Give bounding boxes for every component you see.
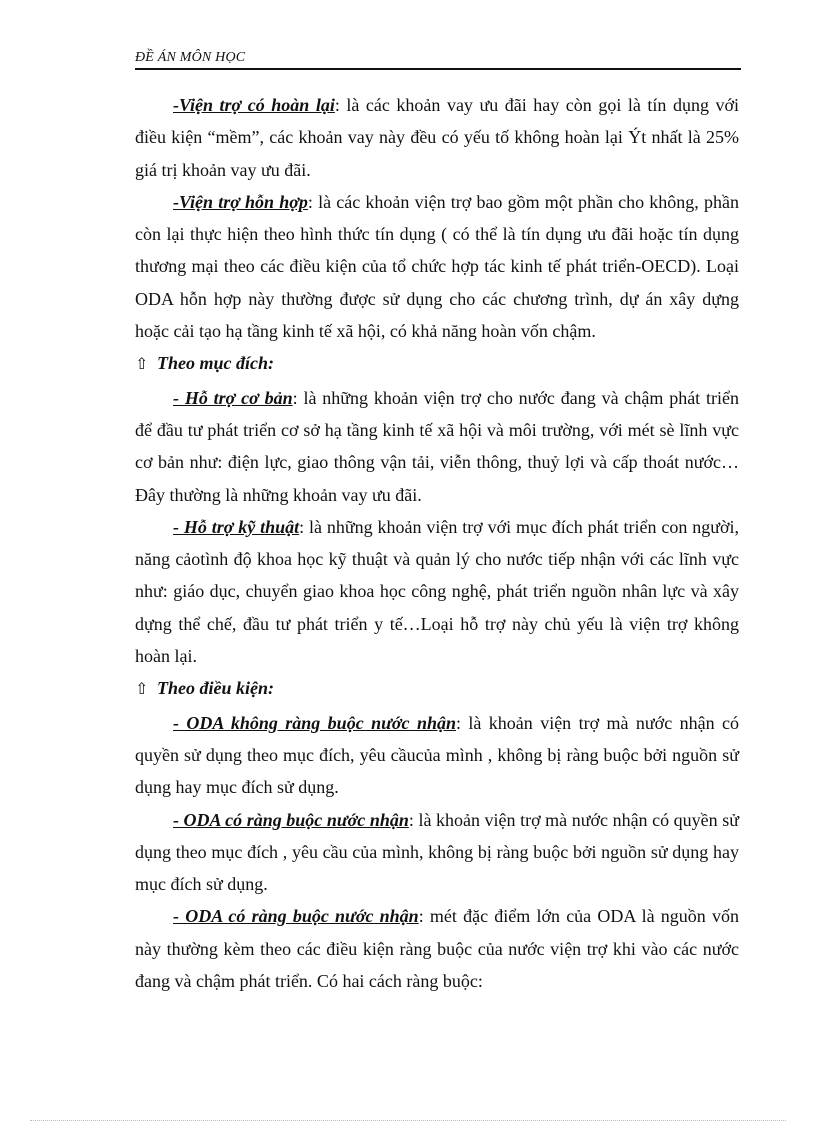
document-body	[135, 89, 739, 997]
up-arrow-icon: ⇧	[135, 356, 149, 374]
paragraph-text: : là khoản viện trợ mà nước nhận có quyền sử dụng theo mục đích, yêu cầucủa mình , không bị ràng buộc bởi nguồn sử dụng hay mục đích sử dụng.	[135, 712, 739, 798]
paragraph-text: : là những khoản viện trợ cho nước đang và chậm phát triển để đầu tư phát triển cơ sở hạ tầng kinh tế xã hội và môi trường, với mét sè lĩnh vực cơ bản như: điện lực, giao thông vận tải, viễn thông, thuỷ lợi và cấp thoát nước…Đây thường là những khoản vay ưu đãi.	[135, 387, 739, 505]
term-vien-tro-hon-hop: -Viện trợ hỗn hợp	[173, 191, 308, 212]
paragraph-text: : là các khoản vay ưu đãi hay còn gọi là tín dụng với điều kiện “mềm”, các khoản vay này đều có yếu tố không hoàn lại Ýt nhất là 25% giá trị khoản vay ưu đãi.	[135, 95, 739, 180]
paragraph-oda-khong-rang-buoc	[135, 707, 739, 804]
header-divider	[135, 68, 741, 70]
paragraph-text: : là những khoản viện trợ với mục đích phát triển con người, năng cảotình độ khoa học kỹ thuật và quản lý cho nước tiếp nhận với các lĩnh vực như: giáo dục, chuyển giao khoa học công nghệ, phát triển nguồn nhân lực và xây dựng thể chế, đầu tư phát triển y tế…Loại hỗ trợ này chủ yếu là viện trợ không hoàn lại.	[135, 516, 739, 667]
paragraph-vien-tro-co-hoan-lai	[135, 89, 739, 186]
section-heading-label: Theo điều kiện:	[157, 678, 274, 699]
paragraph-oda-co-rang-buoc-2	[135, 900, 739, 997]
paragraph-ho-tro-co-ban	[135, 382, 739, 511]
paragraph-ho-tro-ky-thuat	[135, 511, 739, 672]
page-header	[135, 48, 741, 70]
term-vien-tro-co-hoan-lai: -Viện trợ có hoàn lại	[173, 95, 335, 115]
paragraph-oda-co-rang-buoc-1	[135, 804, 739, 901]
term-oda-co-rang-buoc: - ODA có ràng buộc nước nhận	[173, 906, 419, 927]
section-heading-label: Theo mục đích:	[157, 353, 274, 374]
paragraph-text: : là khoản viện trợ mà nước nhận có quyền sử dụng theo mục đích , yêu cầu của mình, không bị ràng buộc bởi nguồn sử dụng hay mục đích sử dụng.	[135, 809, 739, 895]
paragraph-vien-tro-hon-hop	[135, 186, 739, 347]
term-ho-tro-ky-thuat: - Hỗ trợ kỹ thuật	[173, 516, 300, 537]
term-oda-khong-rang-buoc: - ODA không ràng buộc nước nhận	[173, 712, 456, 733]
section-heading-theo-muc-dich	[135, 347, 739, 381]
header-title: ĐỀ ÁN MÔN HỌC	[135, 50, 246, 65]
paragraph-text: : mét đặc điểm lớn của ODA là nguồn vốn này thường kèm theo các điều kiện ràng buộc của nước viện trợ khi vào các nước đang và chậm phát triển. Có hai cách ràng buộc:	[135, 906, 739, 992]
term-ho-tro-co-ban: - Hỗ trợ cơ bản	[173, 387, 293, 408]
section-heading-theo-dieu-kien	[135, 672, 739, 706]
page-bottom-divider	[30, 1120, 786, 1121]
paragraph-text: : là các khoản viện trợ bao gồm một phần cho không, phần còn lại thực hiện theo hình thức tín dụng ( có thể là tín dụng ưu đãi hoặc tín dụng thương mại theo các điều kiện của tổ chức hợp tác kinh tế phát triển-OECD). Loại ODA hỗn hợp này thường được sử dụng cho các chương trình, dự án xây dựng hoặc cải tạo hạ tầng kinh tế xã hội, có khả năng hoàn vốn chậm.	[135, 191, 739, 342]
term-oda-co-rang-buoc: - ODA có ràng buộc nước nhận	[173, 809, 409, 830]
up-arrow-icon: ⇧	[135, 681, 149, 699]
